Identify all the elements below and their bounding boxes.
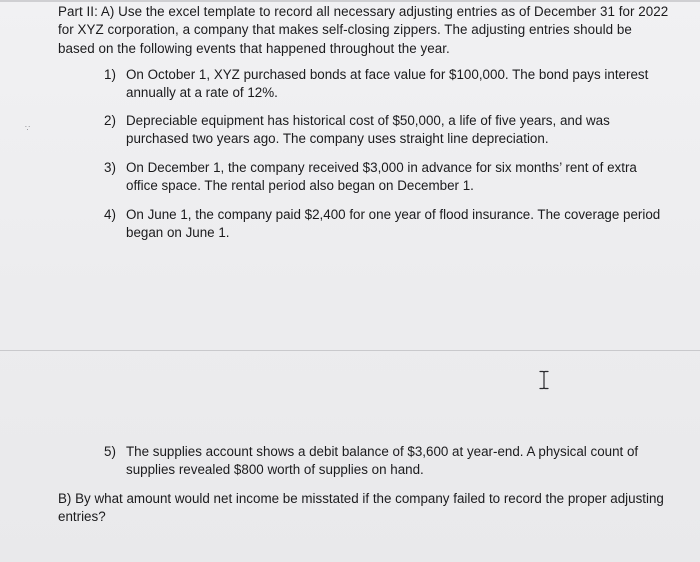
list-item-number: 4) bbox=[104, 207, 116, 222]
list-item-2 bbox=[104, 112, 664, 148]
list-item-3 bbox=[104, 159, 664, 195]
list-item-5 bbox=[104, 443, 664, 479]
list-item-number: 3) bbox=[104, 160, 116, 175]
top-edge bbox=[0, 0, 700, 2]
list-item-text: Depreciable equipment has historical cost of $50,000, a life of five years, and was purchased two years ago. The company uses straight line depreciation. bbox=[126, 113, 610, 146]
list-item-text: On December 1, the company received $3,000 in advance for six months’ rent of extra office space. The rental period also began on December 1. bbox=[126, 160, 637, 193]
part-b-question: B) By what amount would net income be misstated if the company failed to record the proper adjusting entries? bbox=[58, 491, 664, 524]
list-item-number: 5) bbox=[104, 444, 116, 459]
margin-mark: ∵ bbox=[25, 124, 31, 133]
list-item-text: On June 1, the company paid $2,400 for one year of flood insurance. The coverage period began on June 1. bbox=[126, 207, 661, 240]
list-item-number: 2) bbox=[104, 113, 116, 128]
list-item-text: On October 1, XYZ purchased bonds at face value for $100,000. The bond pays interest annually at a rate of 12%. bbox=[126, 67, 649, 100]
part-two-instructions: Part II: A) Use the excel template to record all necessary adjusting entries as of December 31 for 2022 for XYZ corporation, a company that makes self-closing zippers. The adjusting entries should be based on the following events that happened throughout the year. bbox=[58, 4, 669, 56]
list-item-text: The supplies account shows a debit balance of $3,600 at year-end. A physical count of supplies revealed $800 worth of supplies on hand. bbox=[126, 444, 639, 477]
text-cursor-icon bbox=[538, 370, 550, 390]
page-break-line bbox=[0, 350, 700, 351]
list-item-number: 1) bbox=[104, 67, 116, 82]
list-item-4 bbox=[104, 206, 664, 242]
list-item-1 bbox=[104, 66, 664, 102]
